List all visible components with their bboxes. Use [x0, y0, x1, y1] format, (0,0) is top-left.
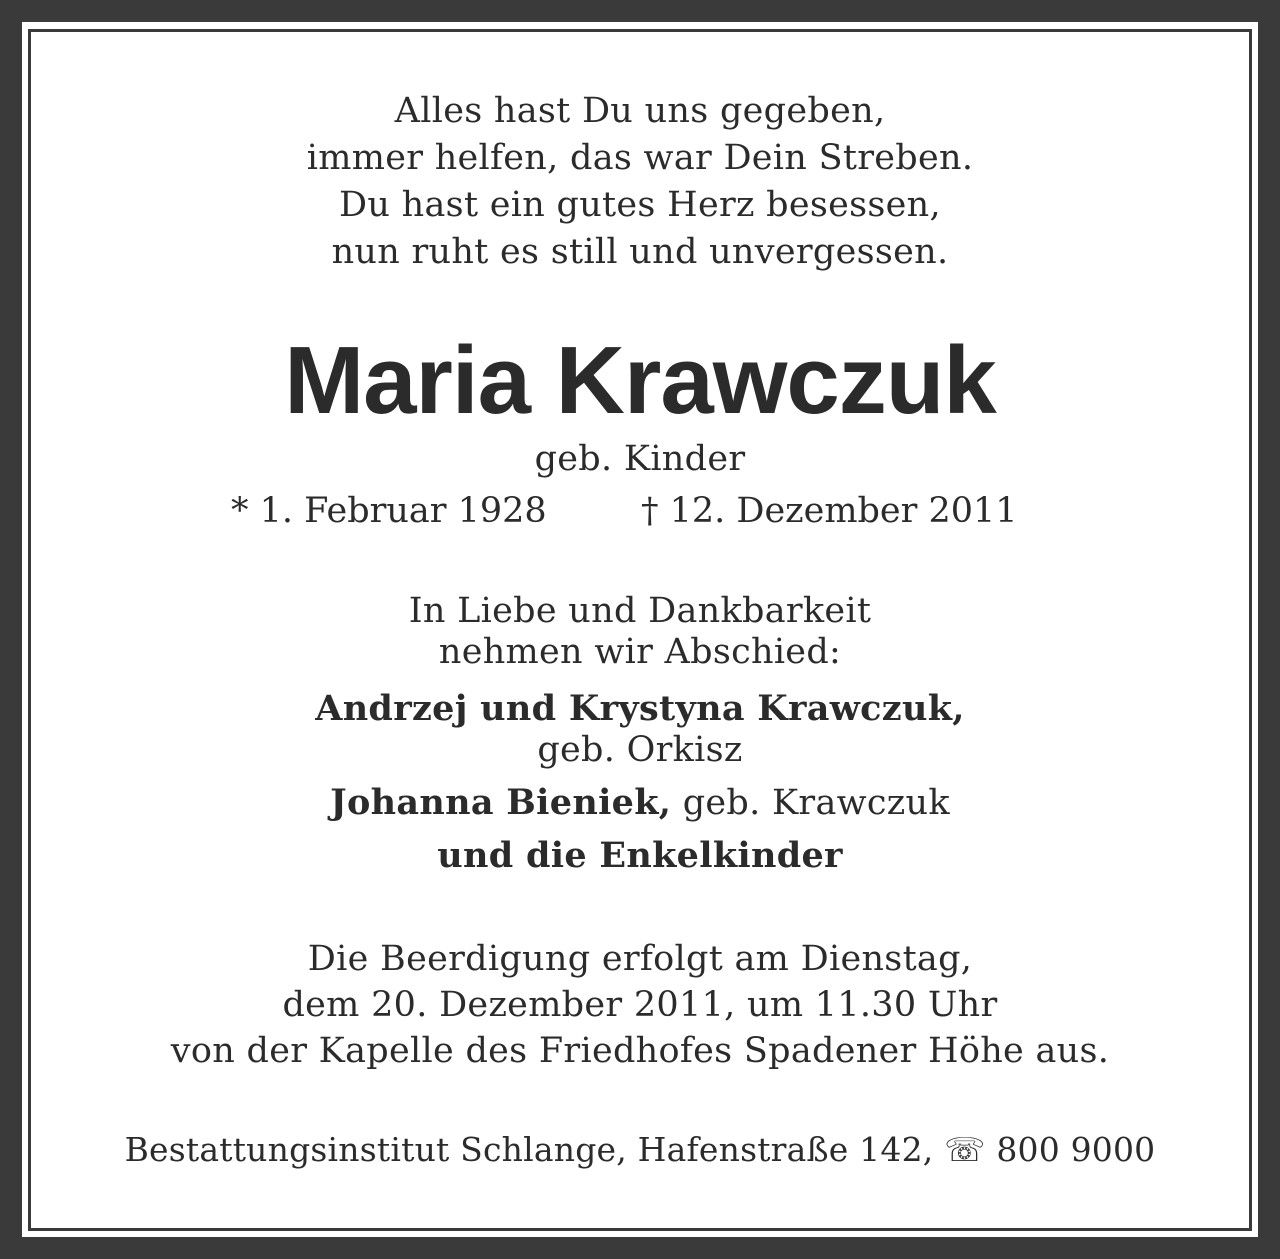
death-date: † 12. Dezember 2011	[641, 491, 1018, 531]
mourner-1-birth: geb. Orkisz	[537, 730, 743, 770]
undertaker-phone: 800 9000	[985, 1130, 1156, 1169]
poem-line-4: nun ruht es still und unvergessen.	[331, 232, 949, 272]
poem-line-3: Du hast ein gutes Herz besessen,	[339, 185, 941, 225]
undertaker-line	[0, 1128, 1280, 1172]
farewell-line-1: In Liebe und Dankbarkeit	[408, 591, 872, 631]
birth-name: geb. Kinder	[534, 439, 746, 479]
funeral-line-2: dem 20. Dezember 2011, um 11.30 Uhr	[282, 985, 998, 1025]
grandchildren: und die Enkelkinder	[437, 835, 843, 876]
mourner-2-name: Johanna Bieniek,	[330, 782, 672, 823]
funeral-line-3: von der Kapelle des Friedhofes Spadener Höhe aus.	[170, 1031, 1110, 1071]
birth-date: * 1. Februar 1928	[231, 491, 547, 531]
poem-line-1: Alles hast Du uns gegeben,	[394, 91, 886, 131]
mourner-2-birth: geb. Krawczuk	[671, 783, 950, 823]
farewell-line-2: nehmen wir Abschied:	[438, 632, 842, 672]
poem-line-2: immer helfen, das war Dein Streben.	[306, 138, 974, 178]
undertaker-text: Bestattungsinstitut Schlange, Hafenstraße 142,	[124, 1130, 945, 1169]
telephone-icon: ☏	[944, 1130, 986, 1169]
funeral-line-1: Die Beerdigung erfolgt am Dienstag,	[307, 939, 973, 979]
deceased-name: Maria Krawczuk	[284, 327, 996, 434]
mourner-2	[0, 780, 1280, 826]
mourner-1-name: Andrzej und Krystyna Krawczuk,	[315, 688, 965, 729]
